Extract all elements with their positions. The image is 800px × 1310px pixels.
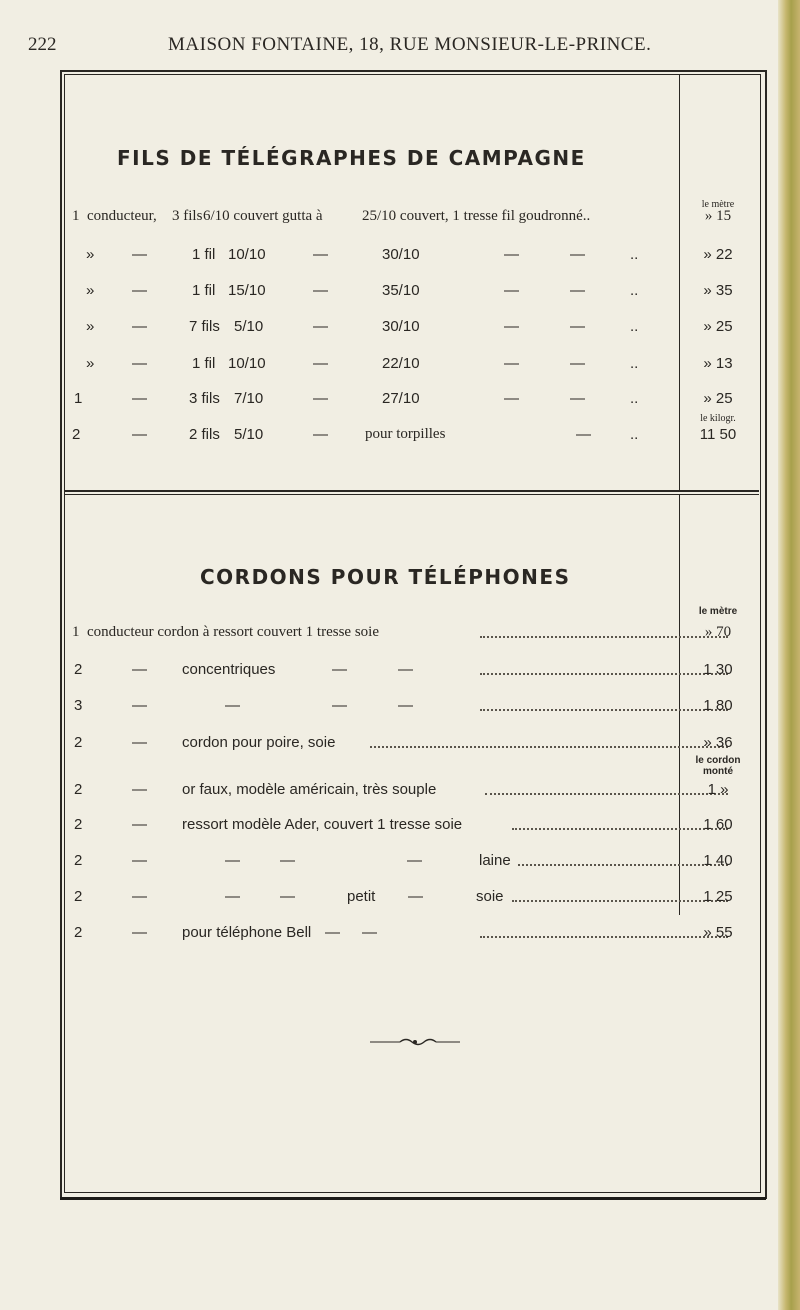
table-row: 2 — — — petit — soie 1 25: [60, 888, 780, 910]
table-row: 2 — cordon pour poire, soie » 36: [60, 734, 780, 756]
price: 1 25: [703, 888, 733, 905]
price: 1 40: [703, 852, 733, 869]
section-separator: [64, 490, 759, 492]
decorative-ornament: [370, 1036, 460, 1048]
price: » 36: [703, 734, 733, 751]
page-header: [0, 30, 800, 60]
section1-unit-top: le mètre: [701, 199, 735, 210]
price: » 55: [703, 924, 733, 941]
table-row: » — 1 fil 15/10 — 35/10 — — .. » 35: [60, 282, 780, 304]
price: 11 50: [699, 426, 737, 443]
table-row: 2 — concentriques — — 1 30: [60, 661, 780, 683]
frame-shadow: [60, 1197, 766, 1200]
table-row: 2 — or faux, modèle américain, très souple 1 »: [60, 781, 780, 803]
table-row: 2 — ressort modèle Ader, couvert 1 tresse soie 1 60: [60, 816, 780, 838]
table-row: 2 — 2 fils 5/10 — pour torpilles — .. 11 50: [60, 426, 780, 448]
page-number: 222: [28, 34, 57, 55]
price: 1 30: [703, 661, 733, 678]
section2-title: CORDONS POUR TÉLÉPHONES: [200, 565, 571, 589]
table-row: 1 conducteur, 3 fils 6/10 couvert gutta à 25/10 couvert, 1 tresse fil goudronné.. » 15: [60, 208, 780, 230]
section1-title: FILS DE TÉLÉGRAPHES DE CAMPAGNE: [117, 146, 586, 170]
table-row: » — 1 fil 10/10 — 30/10 — — .. » 22: [60, 246, 780, 268]
table-row: 3 — — — — 1 80: [60, 697, 780, 719]
table-row: » — 7 fils 5/10 — 30/10 — — .. » 25: [60, 318, 780, 340]
section-separator-thin: [64, 494, 759, 495]
section1-unit-bottom: le kilogr.: [700, 413, 736, 424]
section2-unit-mid-2: monté: [703, 766, 733, 777]
section2-unit-mid-1: le cordon: [695, 755, 741, 766]
table-row: » — 1 fil 10/10 — 22/10 — — .. » 13: [60, 355, 780, 377]
price: » 35: [703, 282, 733, 299]
table-row: 2 — pour téléphone Bell — — » 55: [60, 924, 780, 946]
price: » 22: [703, 246, 733, 263]
price: » 25: [703, 318, 733, 335]
price: » 70: [704, 624, 732, 640]
price: 1 »: [707, 781, 729, 798]
section2-unit-top: le mètre: [698, 606, 738, 617]
table-row: 2 — — — — laine 1 40: [60, 852, 780, 874]
price: 1 80: [703, 697, 733, 714]
table-row: 1 — 3 fils 7/10 — 27/10 — — .. » 25: [60, 390, 780, 412]
price: 1 60: [703, 816, 733, 833]
page-edge: [778, 0, 800, 1310]
price: » 13: [703, 355, 733, 372]
price: » 15: [704, 208, 732, 224]
table-row: 1 conducteur cordon à ressort couvert 1 tresse soie » 70: [60, 624, 780, 646]
price: » 25: [703, 390, 733, 407]
running-title: MAISON FONTAINE, 18, RUE MONSIEUR-LE-PRINCE.: [168, 34, 652, 55]
